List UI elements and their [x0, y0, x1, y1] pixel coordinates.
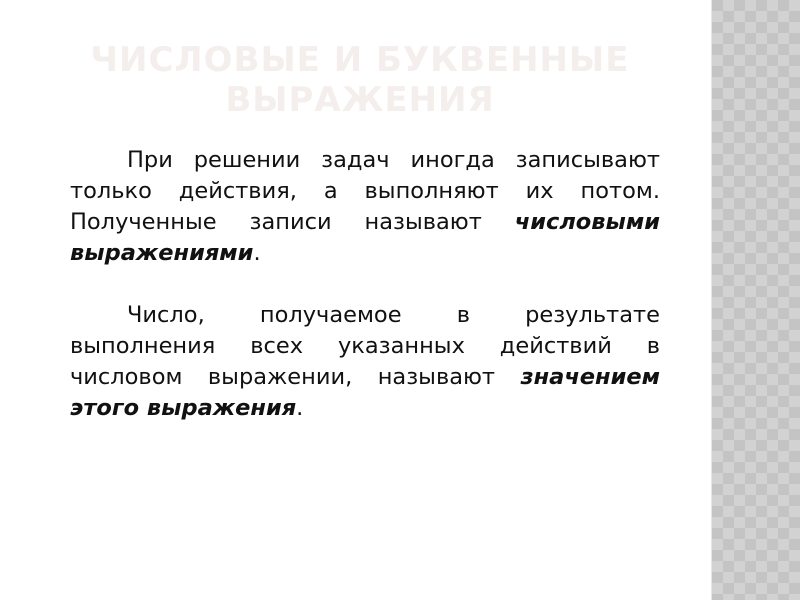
paragraph-1-text: При решении задач иногда записывают только действия, а выполняют их потом. Полученные записи называют: [70, 147, 660, 235]
paragraph-2-text: Число, получаемое в результате выполнения всех указанных действий в числовом выражении, называют: [70, 302, 660, 390]
paragraph-2-end: .: [296, 395, 304, 421]
slide-title: [60, 40, 660, 120]
paragraph-numeric-expressions: [70, 145, 660, 269]
term-numeric-expressions: числовыми выражениями: [70, 209, 660, 266]
term-expression-value: значением этого выражения: [70, 364, 660, 421]
slide-title-line-1: ЧИСЛОВЫЕ И БУКВЕННЫЕ: [90, 40, 630, 80]
slide-body: [70, 145, 660, 424]
slide-title-line-2: ВЫРАЖЕНИЯ: [225, 80, 495, 120]
paragraph-expression-value: [70, 300, 660, 424]
side-pattern-decoration: [712, 0, 800, 600]
paragraph-1-end: .: [253, 240, 261, 266]
